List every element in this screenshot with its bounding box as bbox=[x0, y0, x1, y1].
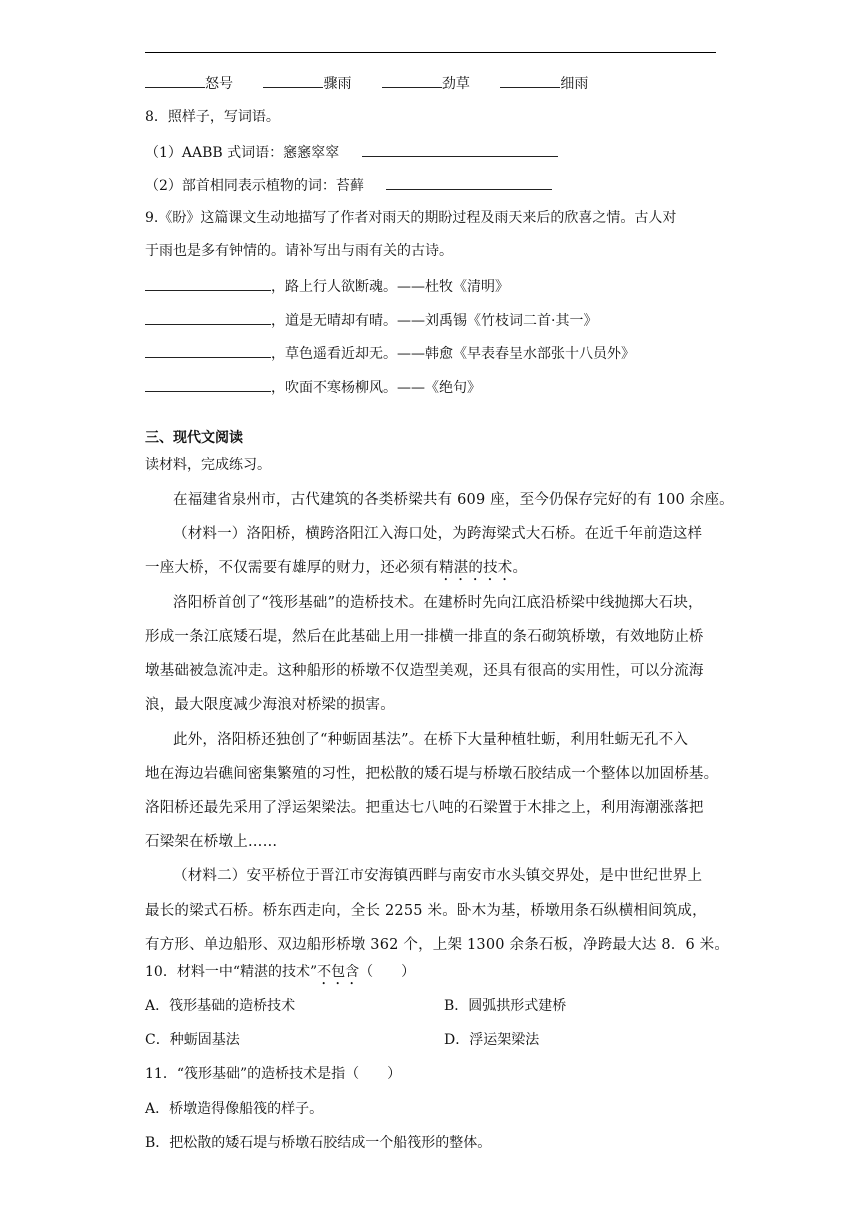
passage-line: 形成一条江底矮石堤，然后在此基础上用一排横一排直的条石砌筑桥墩，有效地防止桥 bbox=[145, 629, 704, 645]
q11-option-a[interactable]: A．桥墩造得像船筏的样子。 bbox=[145, 1101, 324, 1117]
answer-blank[interactable] bbox=[145, 376, 271, 392]
q9-stem-line2: 于雨也是多有钟情的。请补写出与雨有关的古诗。 bbox=[145, 243, 453, 259]
q7-item: 劲草 bbox=[441, 76, 470, 92]
poem-line bbox=[145, 275, 509, 297]
q10-stem bbox=[145, 962, 415, 988]
poem-text: ，道是无晴却有晴。——刘禹锡《竹枝词二首·其一》 bbox=[271, 313, 598, 329]
q9-stem-line1: 9.《盼》这篇课文生动地描写了作者对雨天的期盼过程及雨天来后的欣喜之情。古人对 bbox=[145, 210, 677, 226]
answer-blank[interactable] bbox=[382, 72, 442, 88]
q10-option-c[interactable]: C．种蛎固基法 bbox=[145, 1032, 240, 1048]
q11-stem: 11．“筏形基础”的造桥技术是指（ ） bbox=[145, 1066, 402, 1082]
passage-line: 在福建省泉州市，古代建筑的各类桥梁共有 609 座，至今仍保存完好的有 100 余座。 bbox=[173, 492, 734, 508]
q10-stem-text: 10．材料一中“精湛的技术” bbox=[145, 964, 318, 980]
q7-row bbox=[145, 72, 588, 94]
poem-line bbox=[145, 376, 481, 398]
answer-blank[interactable] bbox=[145, 342, 271, 358]
q8-sub2-text: （2）部首相同表示植物的词：苔藓 bbox=[145, 178, 364, 194]
q8-sub2 bbox=[145, 174, 552, 196]
section-instruction: 读材料，完成练习。 bbox=[145, 457, 271, 473]
passage-line: 有方形、单边船形、双边船形桥墩 362 个，上架 1300 余条石板，净跨最大达 8．6 米。 bbox=[145, 937, 730, 953]
q10-stem-text: （ ） bbox=[359, 964, 416, 980]
q10-option-b[interactable]: B．圆弧拱形式建桥 bbox=[444, 998, 567, 1014]
poem-text: ，路上行人欲断魂。——杜牧《清明》 bbox=[271, 279, 509, 295]
answer-blank[interactable] bbox=[500, 72, 560, 88]
q8-sub1 bbox=[145, 141, 558, 163]
answer-blank[interactable] bbox=[362, 141, 558, 157]
passage-line: 最长的梁式石桥。桥东西走向，全长 2255 米。卧木为基，桥墩用条石纵横相间筑成， bbox=[145, 903, 707, 919]
passage-line: 洛阳桥还最先采用了浮运架梁法。把重达七八吨的石梁置于木排之上，利用海潮涨落把 bbox=[145, 800, 704, 816]
passage-line: 此外，洛阳桥还独创了“种蛎固基法”。在桥下大量种植牡蛎，利用牡蛎无孔不入 bbox=[173, 732, 689, 748]
answer-blank[interactable] bbox=[145, 72, 205, 88]
q8-title: 8．照样子，写词语。 bbox=[145, 109, 280, 125]
section-title: 三、现代文阅读 bbox=[145, 430, 243, 446]
header-rule bbox=[145, 52, 716, 53]
q7-item: 怒号 bbox=[205, 76, 233, 92]
passage-line: 墩基础被急流冲走。这种船形的桥墩不仅造型美观，还具有很高的实用性，可以分流海 bbox=[145, 663, 704, 679]
dotted-phrase: 精湛的技术 bbox=[439, 560, 513, 576]
answer-blank[interactable] bbox=[145, 275, 271, 291]
passage-text: 。 bbox=[512, 560, 528, 576]
passage-line: （材料一）洛阳桥，横跨洛阳江入海口处，为跨海梁式大石桥。在近千年前造这样 bbox=[173, 526, 703, 542]
poem-text: ，草色遥看近却无。——韩愈《早表春呈水部张十八员外》 bbox=[271, 346, 635, 362]
passage-text: 一座大桥，不仅需要有雄厚的财力，还必须有 bbox=[145, 560, 439, 576]
poem-line bbox=[145, 342, 635, 364]
q11-option-b[interactable]: B．把松散的矮石堤与桥墩石胶结成一个船筏形的整体。 bbox=[145, 1135, 492, 1151]
passage-line: 地在海边岩礁间密集繁殖的习性，把松散的矮石堤与桥墩石胶结成一个整体以加固桥基。 bbox=[145, 766, 719, 782]
q7-item: 骤雨 bbox=[323, 76, 352, 92]
passage-line: 石梁架在桥墩上…… bbox=[145, 834, 278, 850]
passage-line: （材料二）安平桥位于晋江市安海镇西畔与南安市水头镇交界处，是中世纪世界上 bbox=[173, 868, 703, 884]
passage-line bbox=[145, 558, 527, 584]
dotted-phrase: 不包含 bbox=[317, 964, 360, 980]
passage-line: 浪，最大限度减少海浪对桥梁的损害。 bbox=[145, 697, 395, 713]
q10-option-d[interactable]: D．浮运架梁法 bbox=[444, 1032, 540, 1048]
answer-blank[interactable] bbox=[386, 174, 552, 190]
poem-line bbox=[145, 309, 597, 331]
answer-blank[interactable] bbox=[145, 309, 271, 325]
answer-blank[interactable] bbox=[263, 72, 323, 88]
passage-line: 洛阳桥首创了“筏形基础”的造桥技术。在建桥时先向江底沿桥梁中线抛掷大石块， bbox=[173, 595, 703, 611]
q10-option-a[interactable]: A．筏形基础的造桥技术 bbox=[145, 998, 296, 1014]
q8-sub1-text: （1）AABB 式词语：窸窸窣窣 bbox=[145, 145, 340, 161]
poem-text: ，吹面不寒杨柳风。——《绝句》 bbox=[271, 380, 481, 396]
q7-item: 细雨 bbox=[560, 76, 589, 92]
